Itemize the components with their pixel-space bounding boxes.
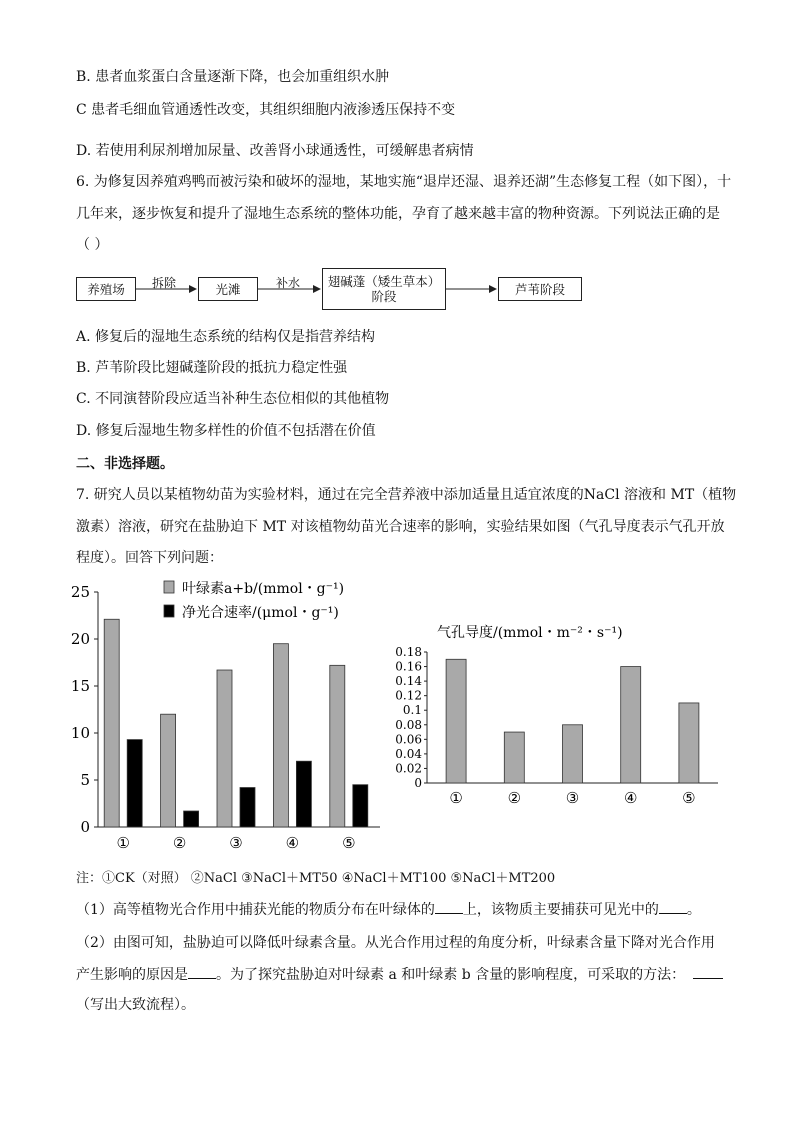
bar-series-2 — [184, 811, 199, 827]
flow-box-farm: 养殖场 — [76, 277, 136, 301]
q7-sub1-part-b: 上，该物质主要捕获可见光中的 — [462, 902, 659, 918]
y-tick-label: 0.06 — [395, 732, 422, 747]
flow-label-demolish: 拆除 — [152, 276, 177, 290]
y-tick-label: 0.08 — [395, 717, 422, 732]
y-tick-label: 25 — [70, 583, 90, 601]
flow-arrows — [0, 0, 794, 320]
q7-stem-line3: 程度）。回答下列问题： — [76, 550, 223, 566]
answer-blank[interactable] — [659, 901, 687, 914]
bar-stomatal — [621, 667, 641, 783]
answer-blank[interactable] — [693, 966, 723, 979]
q6-option-d: D. 修复后湿地生物多样性的价值不包括潜在价值 — [76, 423, 376, 439]
bar-series-1 — [217, 670, 232, 827]
bar-series-1 — [104, 619, 119, 827]
flow-box-suaeda-line2: 阶段 — [371, 289, 397, 304]
y-tick-label: 0.1 — [402, 703, 422, 718]
y-tick-label: 15 — [70, 677, 90, 695]
y-tick-label: 0.12 — [395, 688, 422, 703]
x-tick-label: ② — [172, 834, 187, 852]
bar-series-2 — [127, 740, 142, 827]
bar-stomatal — [446, 659, 466, 783]
bar-stomatal — [563, 725, 583, 783]
x-tick-label: ① — [116, 834, 130, 852]
q6-option-c: C. 不同演替阶段应适当补种生态位相似的其他植物 — [76, 391, 390, 407]
q6-option-a: A. 修复后的湿地生态系统的结构仅是指营养结构 — [76, 329, 376, 345]
y-tick-label: 5 — [80, 771, 90, 789]
bar-series-2 — [296, 761, 311, 827]
section-heading: 二、非选择题。 — [76, 456, 174, 472]
q7-sub2-line1: （2）由图可知，盐胁迫可以降低叶绿素含量。从光合作用过程的角度分析，叶绿素含量下降对光合作用 — [76, 935, 715, 951]
legend-label: 叶绿素a+b/(mmol・g⁻¹) — [182, 581, 345, 597]
y-tick-label: 0.02 — [395, 761, 422, 776]
chart-title: 气孔导度/(mmol・m⁻²・s⁻¹) — [437, 625, 623, 641]
q7-sub1 — [76, 901, 701, 919]
q7-sub2-part-a: 产生影响的原因是 — [76, 967, 188, 983]
q7-sub1-part-c: 。 — [686, 902, 701, 918]
q6-option-b: B. 芦苇阶段比翅碱蓬阶段的抵抗力稳定性强 — [76, 360, 348, 376]
answer-blank[interactable] — [188, 966, 216, 979]
bar-stomatal — [679, 703, 699, 783]
x-tick-label: ③ — [229, 834, 243, 852]
x-tick-label: ⑤ — [342, 834, 356, 852]
q6-stem-line3: （ ） — [76, 237, 109, 253]
y-tick-label: 0.18 — [395, 645, 422, 659]
y-tick-label: 0.14 — [395, 674, 422, 689]
chart-note: 注：①CK（对照） ②NaCl ③NaCl＋MT50 ④NaCl＋MT100 ⑤NaCl＋MT200 — [76, 871, 556, 886]
legend-swatch — [164, 605, 174, 617]
answer-blank[interactable] — [435, 901, 463, 914]
bar-series-1 — [161, 714, 176, 827]
q7-stem-line1: 7. 研究人员以某植物幼苗为实验材料，通过在完全营养液中添加适量且适宜浓度的NaCl 溶液和 MT（植物 — [76, 487, 737, 503]
flow-label-water: 补水 — [276, 276, 301, 290]
legend-swatch — [164, 581, 174, 593]
x-tick-label: ① — [449, 789, 463, 807]
q7-sub1-part-a: （1）高等植物光合作用中捕获光能的物质分布在叶绿体的 — [76, 902, 435, 918]
q5-option-b: B. 患者血浆蛋白含量逐渐下降，也会加重组织水肿 — [76, 69, 390, 85]
legend-label: 净光合速率/(μmol・g⁻¹) — [182, 605, 339, 621]
y-tick-label: 0 — [80, 818, 90, 836]
y-tick-label: 0.16 — [395, 659, 422, 674]
y-tick-label: 10 — [70, 724, 90, 742]
x-tick-label: ③ — [565, 789, 580, 807]
flow-box-reed: 芦苇阶段 — [498, 277, 582, 301]
bar-series-1 — [273, 644, 288, 827]
x-tick-label: ④ — [285, 834, 300, 852]
q7-stem-line2: 激素）溶液，研究在盐胁迫下 MT 对该植物幼苗光合速率的影响，实验结果如图（气孔导度表示气孔开放 — [76, 519, 725, 535]
y-tick-label: 0.04 — [395, 746, 422, 761]
flow-box-suaeda-line1: 翅碱蓬（矮生草本） — [327, 274, 441, 289]
q7-sub2-part-b: 。为了探究盐胁迫对叶绿素 a 和叶绿素 b 含量的影响程度，可采取的方法： — [216, 967, 686, 983]
bar-series-2 — [240, 788, 255, 827]
chart-stomatal-conductance — [385, 615, 725, 815]
bar-series-1 — [330, 665, 345, 827]
q6-stem-line1: 6. 为修复因养殖鸡鸭而被污染和破坏的湿地，某地实施“退岸还湿、退养还湖”生态修复工程（如下图），十 — [76, 174, 732, 190]
q5-option-d: D. 若使用利尿剂增加尿量、改善肾小球通透性，可缓解患者病情 — [76, 143, 474, 159]
chart-chlorophyll-photosynthesis — [60, 575, 390, 855]
x-tick-label: ④ — [623, 789, 638, 807]
q7-sub2-line2 — [76, 966, 723, 984]
x-tick-label: ⑤ — [682, 789, 696, 807]
flow-box-mudflat: 光滩 — [198, 277, 258, 301]
bar-stomatal — [504, 732, 524, 783]
y-tick-label: 0 — [414, 776, 422, 790]
x-tick-label: ② — [507, 789, 522, 807]
q6-stem-line2: 几年来，逐步恢复和提升了湿地生态系统的整体功能，孕育了越来越丰富的物种资源。下列说法正确的是 — [76, 206, 720, 222]
bar-series-2 — [353, 785, 368, 827]
y-tick-label: 20 — [70, 630, 90, 648]
q5-option-c: C 患者毛细血管通透性改变，其组织细胞内液渗透压保持不变 — [76, 102, 456, 118]
q7-sub2-line3: （写出大致流程）。 — [76, 997, 195, 1013]
